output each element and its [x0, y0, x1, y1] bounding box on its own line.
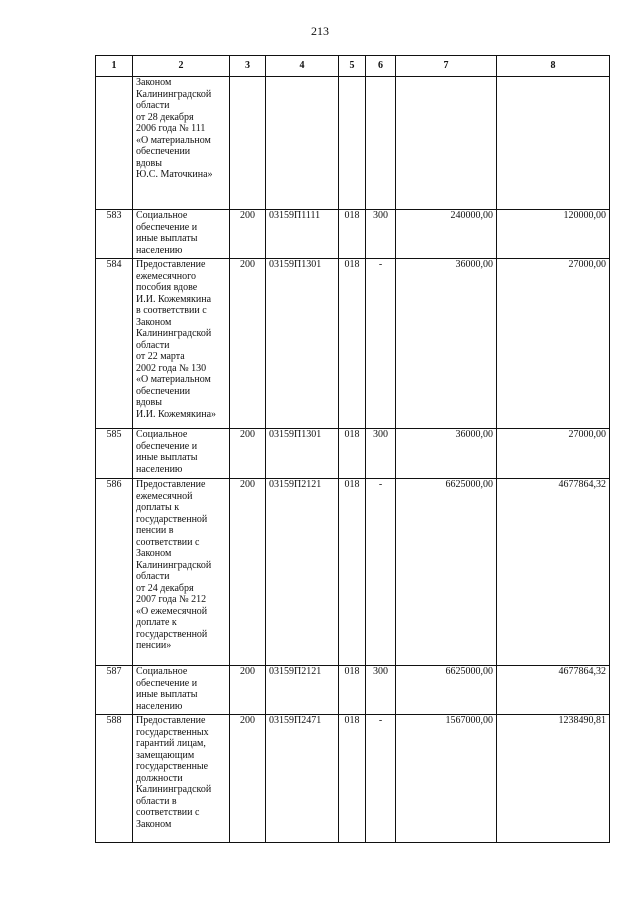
column-header: 2	[133, 56, 230, 77]
cell-target-code: 03159П2471	[266, 715, 339, 843]
column-header: 3	[230, 56, 266, 77]
table-row	[96, 77, 610, 210]
cell-amount-8: 27000,00	[497, 429, 610, 479]
table-row	[96, 210, 610, 259]
cell-col3: 200	[230, 666, 266, 715]
column-header: 4	[266, 56, 339, 77]
column-header: 1	[96, 56, 133, 77]
table-row	[96, 429, 610, 479]
cell-col5	[339, 77, 366, 210]
budget-table	[95, 55, 610, 843]
cell-amount-8: 4677864,32	[497, 479, 610, 666]
row-description: Социальное обеспечение и иные выплаты населению	[133, 210, 230, 259]
cell-col3	[230, 77, 266, 210]
row-number: 587	[96, 666, 133, 715]
row-description: Социальное обеспечение и иные выплаты населению	[133, 429, 230, 479]
cell-amount-7: 1567000,00	[396, 715, 497, 843]
cell-amount-8: 1238490,81	[497, 715, 610, 843]
cell-col5: 018	[339, 666, 366, 715]
row-number: 584	[96, 259, 133, 429]
cell-col6: -	[366, 715, 396, 843]
row-description: Законом Калининградской области от 28 декабря 2006 года № 111 «О материальном обеспечении вдовы Ю.С. Маточкина»	[133, 77, 230, 210]
row-description: Предоставление государственных гарантий лицам, замещающим государственные должности Калининградской области в соответствии с Законом	[133, 715, 230, 843]
table-row	[96, 479, 610, 666]
table-header-row	[96, 56, 610, 77]
row-number: 583	[96, 210, 133, 259]
row-number: 585	[96, 429, 133, 479]
cell-col3: 200	[230, 259, 266, 429]
cell-target-code: 03159П2121	[266, 666, 339, 715]
row-number: 586	[96, 479, 133, 666]
cell-col5: 018	[339, 259, 366, 429]
cell-col3: 200	[230, 715, 266, 843]
cell-col3: 200	[230, 479, 266, 666]
cell-target-code: 03159П2121	[266, 479, 339, 666]
page-number: 213	[311, 24, 329, 38]
cell-amount-7: 240000,00	[396, 210, 497, 259]
cell-col6: 300	[366, 666, 396, 715]
cell-col3: 200	[230, 210, 266, 259]
row-description: Предоставление ежемесячного пособия вдове И.И. Кожемякина в соответствии с Законом Калининградской области от 22 марта 2002 года № 130 «О материальном обеспечении вдовы И.И. Кожемякина»	[133, 259, 230, 429]
cell-amount-7: 6625000,00	[396, 479, 497, 666]
cell-col5: 018	[339, 715, 366, 843]
cell-amount-7: 36000,00	[396, 259, 497, 429]
cell-col6	[366, 77, 396, 210]
cell-amount-7	[396, 77, 497, 210]
cell-col6: 300	[366, 210, 396, 259]
cell-amount-7: 36000,00	[396, 429, 497, 479]
row-description: Социальное обеспечение и иные выплаты населению	[133, 666, 230, 715]
cell-col6: -	[366, 479, 396, 666]
cell-amount-7: 6625000,00	[396, 666, 497, 715]
cell-amount-8: 120000,00	[497, 210, 610, 259]
row-description: Предоставление ежемесячной доплаты к государственной пенсии в соответствии с Законом Калининградской области от 24 декабря 2007 года № 212 «О ежемесячной доплате к государственной пенсии»	[133, 479, 230, 666]
cell-target-code: 03159П1301	[266, 429, 339, 479]
cell-target-code: 03159П1111	[266, 210, 339, 259]
cell-col5: 018	[339, 479, 366, 666]
row-number: 588	[96, 715, 133, 843]
cell-col6: 300	[366, 429, 396, 479]
cell-amount-8	[497, 77, 610, 210]
cell-amount-8: 27000,00	[497, 259, 610, 429]
cell-col6: -	[366, 259, 396, 429]
cell-amount-8: 4677864,32	[497, 666, 610, 715]
cell-target-code	[266, 77, 339, 210]
table-row	[96, 715, 610, 843]
cell-col5: 018	[339, 210, 366, 259]
column-header: 7	[396, 56, 497, 77]
table-row	[96, 666, 610, 715]
column-header: 6	[366, 56, 396, 77]
cell-col3: 200	[230, 429, 266, 479]
column-header: 5	[339, 56, 366, 77]
column-header: 8	[497, 56, 610, 77]
row-number	[96, 77, 133, 210]
cell-col5: 018	[339, 429, 366, 479]
table-row	[96, 259, 610, 429]
cell-target-code: 03159П1301	[266, 259, 339, 429]
